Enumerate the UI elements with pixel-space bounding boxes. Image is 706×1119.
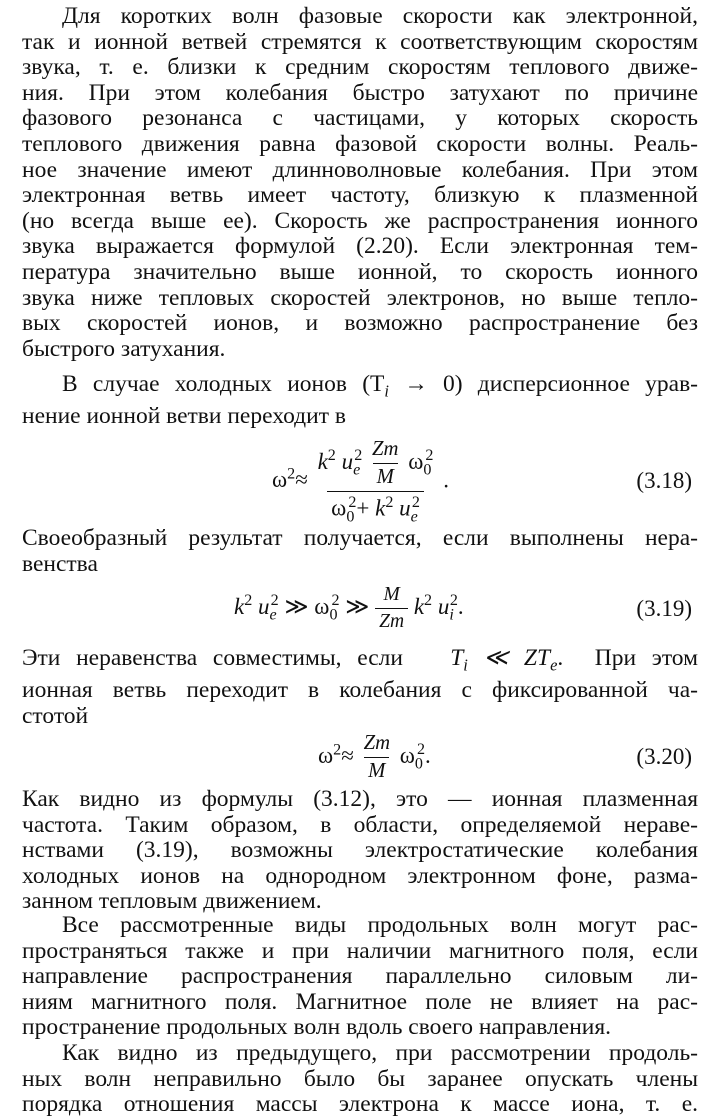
text-line: пространяться также и при наличии магнитного поля, если [22, 937, 698, 964]
equation-body: $\omega^2\approx$ $k^2$ $u_e^2$ $\frac{Zm}{M}$ $\omega_0^2$ $\omega_0^2+ k^2$ $u_e^2$ . [272, 438, 449, 526]
equation-3-19 [22, 584, 698, 640]
text-line: нствами (3.19), возможны электростатические колебания [22, 837, 698, 864]
text-line: стотой [22, 702, 89, 729]
text-line: холодных ионов на однородном электронном фоне, разма- [22, 862, 698, 889]
text-line: ния. При этом колебания быстро затухают по причине [22, 79, 698, 106]
text-line: частота. Таким образом, в области, определяемой нераве- [22, 811, 698, 838]
text-line: Все рассмотренные виды продольных волн могут рас- [62, 912, 698, 938]
paragraph-6 [22, 913, 698, 1041]
text-line: быстрого затухания. [22, 335, 226, 362]
paragraph-5 [22, 787, 698, 915]
equation-body: $\omega^2\approx$ $\frac{Zm}{M}$ $\omega_0^2$. [318, 732, 431, 782]
text-line: нение ионной ветви переходит в [22, 403, 346, 430]
paragraph-3 [22, 526, 698, 577]
text-line: Как видно из предыдущего, при рассмотрении продоль- [62, 1040, 698, 1066]
text-line: теплового движения равна фазовой скорости волны. Реаль- [22, 130, 698, 157]
text-line: В случае холодных ионов $(T_i \to 0)$ дисперсионное урав- [62, 371, 698, 401]
paragraph-4 [22, 646, 698, 729]
text-line: звука ниже тепловых скоростей электронов, но выше тепло- [22, 284, 698, 311]
text-line: Как видно из формулы (3.12), это — ионная плазменная [22, 786, 698, 812]
text-line: звука выражается формулой (2.20). Если электронная тем- [22, 233, 698, 260]
paragraph-1 [22, 4, 698, 362]
text-line: занном тепловым движением. [22, 888, 322, 915]
text-line: Своеобразный результат получается, если выполнены нера- [22, 525, 698, 551]
text-line: Эти неравенства совместимы, если $T_i$ ≪ $ZT_e$. При этом [22, 645, 698, 675]
paragraph-7 [22, 1041, 698, 1118]
text-line: Для коротких волн фазовые скорости как электронной, [62, 3, 698, 29]
text-line: электронная ветвь имеет частоту, близкую к плазменной [22, 182, 698, 209]
text-line: пространение продольных волн вдоль своего направления. [22, 1014, 612, 1041]
text-line: фазового резонанса с частицами, у которых скорость [22, 105, 698, 132]
text-line: порядка отношения массы электрона к массе иона, т. е. [22, 1091, 698, 1118]
equation-3-18 [22, 438, 698, 526]
text-line: пература значительно выше ионной, то скорость ионного [22, 258, 698, 285]
equation-body: $k^2$ $u_e^2$ ≫ $\omega_0^2$ ≫ $\frac{M}{Zm}$ $k^2$ $u_i^2$. [234, 584, 464, 632]
equation-number: (3.18) [636, 468, 692, 493]
text-line: направление распространения параллельно силовым ли- [22, 963, 698, 990]
equation-number: (3.19) [636, 596, 692, 621]
text-line: ниям магнитного поля. Магнитное поле не влияет на рас- [22, 988, 698, 1015]
paragraph-2 [22, 372, 698, 430]
text-line: (но всегда выше ее). Скорость же распространения ионного [22, 207, 698, 234]
text-line: венства [22, 550, 98, 577]
equation-number: (3.20) [636, 744, 692, 769]
equation-3-20 [22, 732, 698, 786]
text-line: звука, т. е. близки к средним скоростям теплового движе- [22, 54, 698, 81]
text-line: ных волн неправильно было бы заранее опускать члены [22, 1065, 698, 1092]
text-line: так и ионной ветвей стремятся к соответствующим скоростям [22, 28, 698, 55]
text-line: вых скоростей ионов, и возможно распространение без [22, 310, 698, 337]
text-line: ионная ветвь переходит в колебания с фиксированной ча- [22, 677, 698, 704]
text-line: ное значение имеют длинноволновые колебания. При этом [22, 156, 698, 183]
